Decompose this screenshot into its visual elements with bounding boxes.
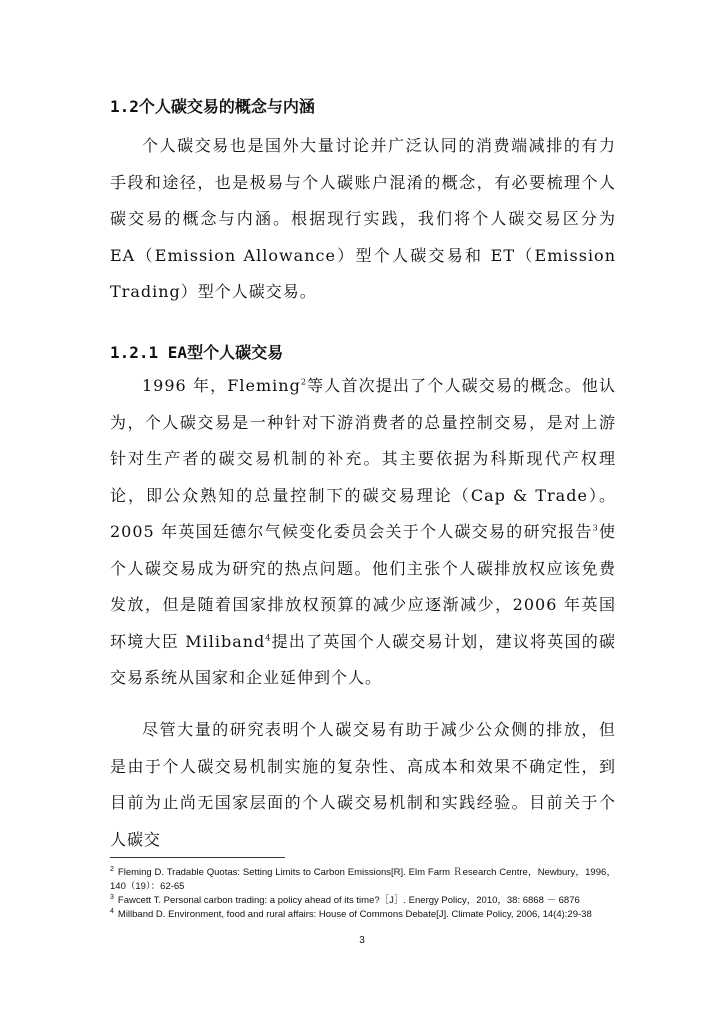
footnote-reference-3[interactable]: 3 (592, 523, 599, 533)
footnote-item (110, 908, 616, 922)
paragraph-text-segment: 提出了英国个人碳交易计划，建议将英国的碳交易系统从国家和企业延伸到个人。 (110, 631, 616, 687)
footnote-item (110, 894, 616, 908)
footnote-item (110, 866, 616, 894)
subsection-paragraph-2: 尽管大量的研究表明个人碳交易有助于减少公众侧的排放，但是由于个人碳交易机制实施的复杂性、高成本和效果不确定性，到目前为止尚无国家层面的个人碳交易机制和实践经验。目前关于个人碳交 (110, 720, 616, 849)
section-heading: 1.2个人碳交易的概念与内涵 (110, 97, 315, 116)
footnote-mark: 2 (110, 865, 114, 873)
footnote-mark: 3 (110, 893, 114, 901)
subsection-heading: 1.2.1 EA型个人碳交易 (110, 343, 284, 362)
footnotes (110, 866, 616, 922)
footnote-text: Millband D. Environment, food and rural affairs: House of Commons Debate[J]. Climate Policy, 2006, 14(4):29-38 (117, 909, 592, 920)
paragraph-text-segment: 1996 年，Fleming (142, 376, 301, 395)
footnote-reference-4[interactable]: 4 (265, 633, 272, 643)
footnote-divider (110, 857, 285, 858)
paragraph-text-segment: 等人首次提出了个人碳交易的概念。他认为，个人碳交易是一种针对下游消费者的总量控制交易，是对上游针对生产者的碳交易机制的补充。其主要依据为科斯现代产权理论，即公众熟知的总量控制下的碳交易理论（Cap & Trade）。2005 年英国廷德尔气候变化委员会关于个人碳交易的研究报告 (110, 376, 616, 541)
subsection-paragraph-1 (110, 368, 616, 697)
footnote-text: Fleming D. Tradable Quotas: Setting Limits to Carbon Emissions[R]. Elm Farm Ｒesearch Centre，Newbury，1996，140（19）：62-65 (110, 867, 616, 892)
footnote-reference-2[interactable]: 2 (300, 377, 307, 387)
page-number: 3 (359, 935, 365, 946)
section-paragraph: 个人碳交易也是国外大量讨论并广泛认同的消费端减排的有力手段和途径，也是极易与个人碳账户混淆的概念，有必要梳理个人碳交易的概念与内涵。根据现行实践，我们将个人碳交易区分为 EA（Emission Allowance）型个人碳交易和 ET（Emission Trading）型个人碳交易。 (110, 136, 616, 301)
paragraph-text-segment: 使个人碳交易成为研究的热点问题。他们主张个人碳排放权应该免费发放，但是随着国家排放权预算的减少应逐渐减少，2006 年英国环境大臣 Miliband (110, 522, 616, 651)
footnote-mark: 4 (110, 907, 114, 915)
footnote-text: Fawcett T. Personal carbon trading: a policy ahead of its time?［J］. Energy Policy，2010，38: 6868 － 6876 (117, 895, 580, 906)
